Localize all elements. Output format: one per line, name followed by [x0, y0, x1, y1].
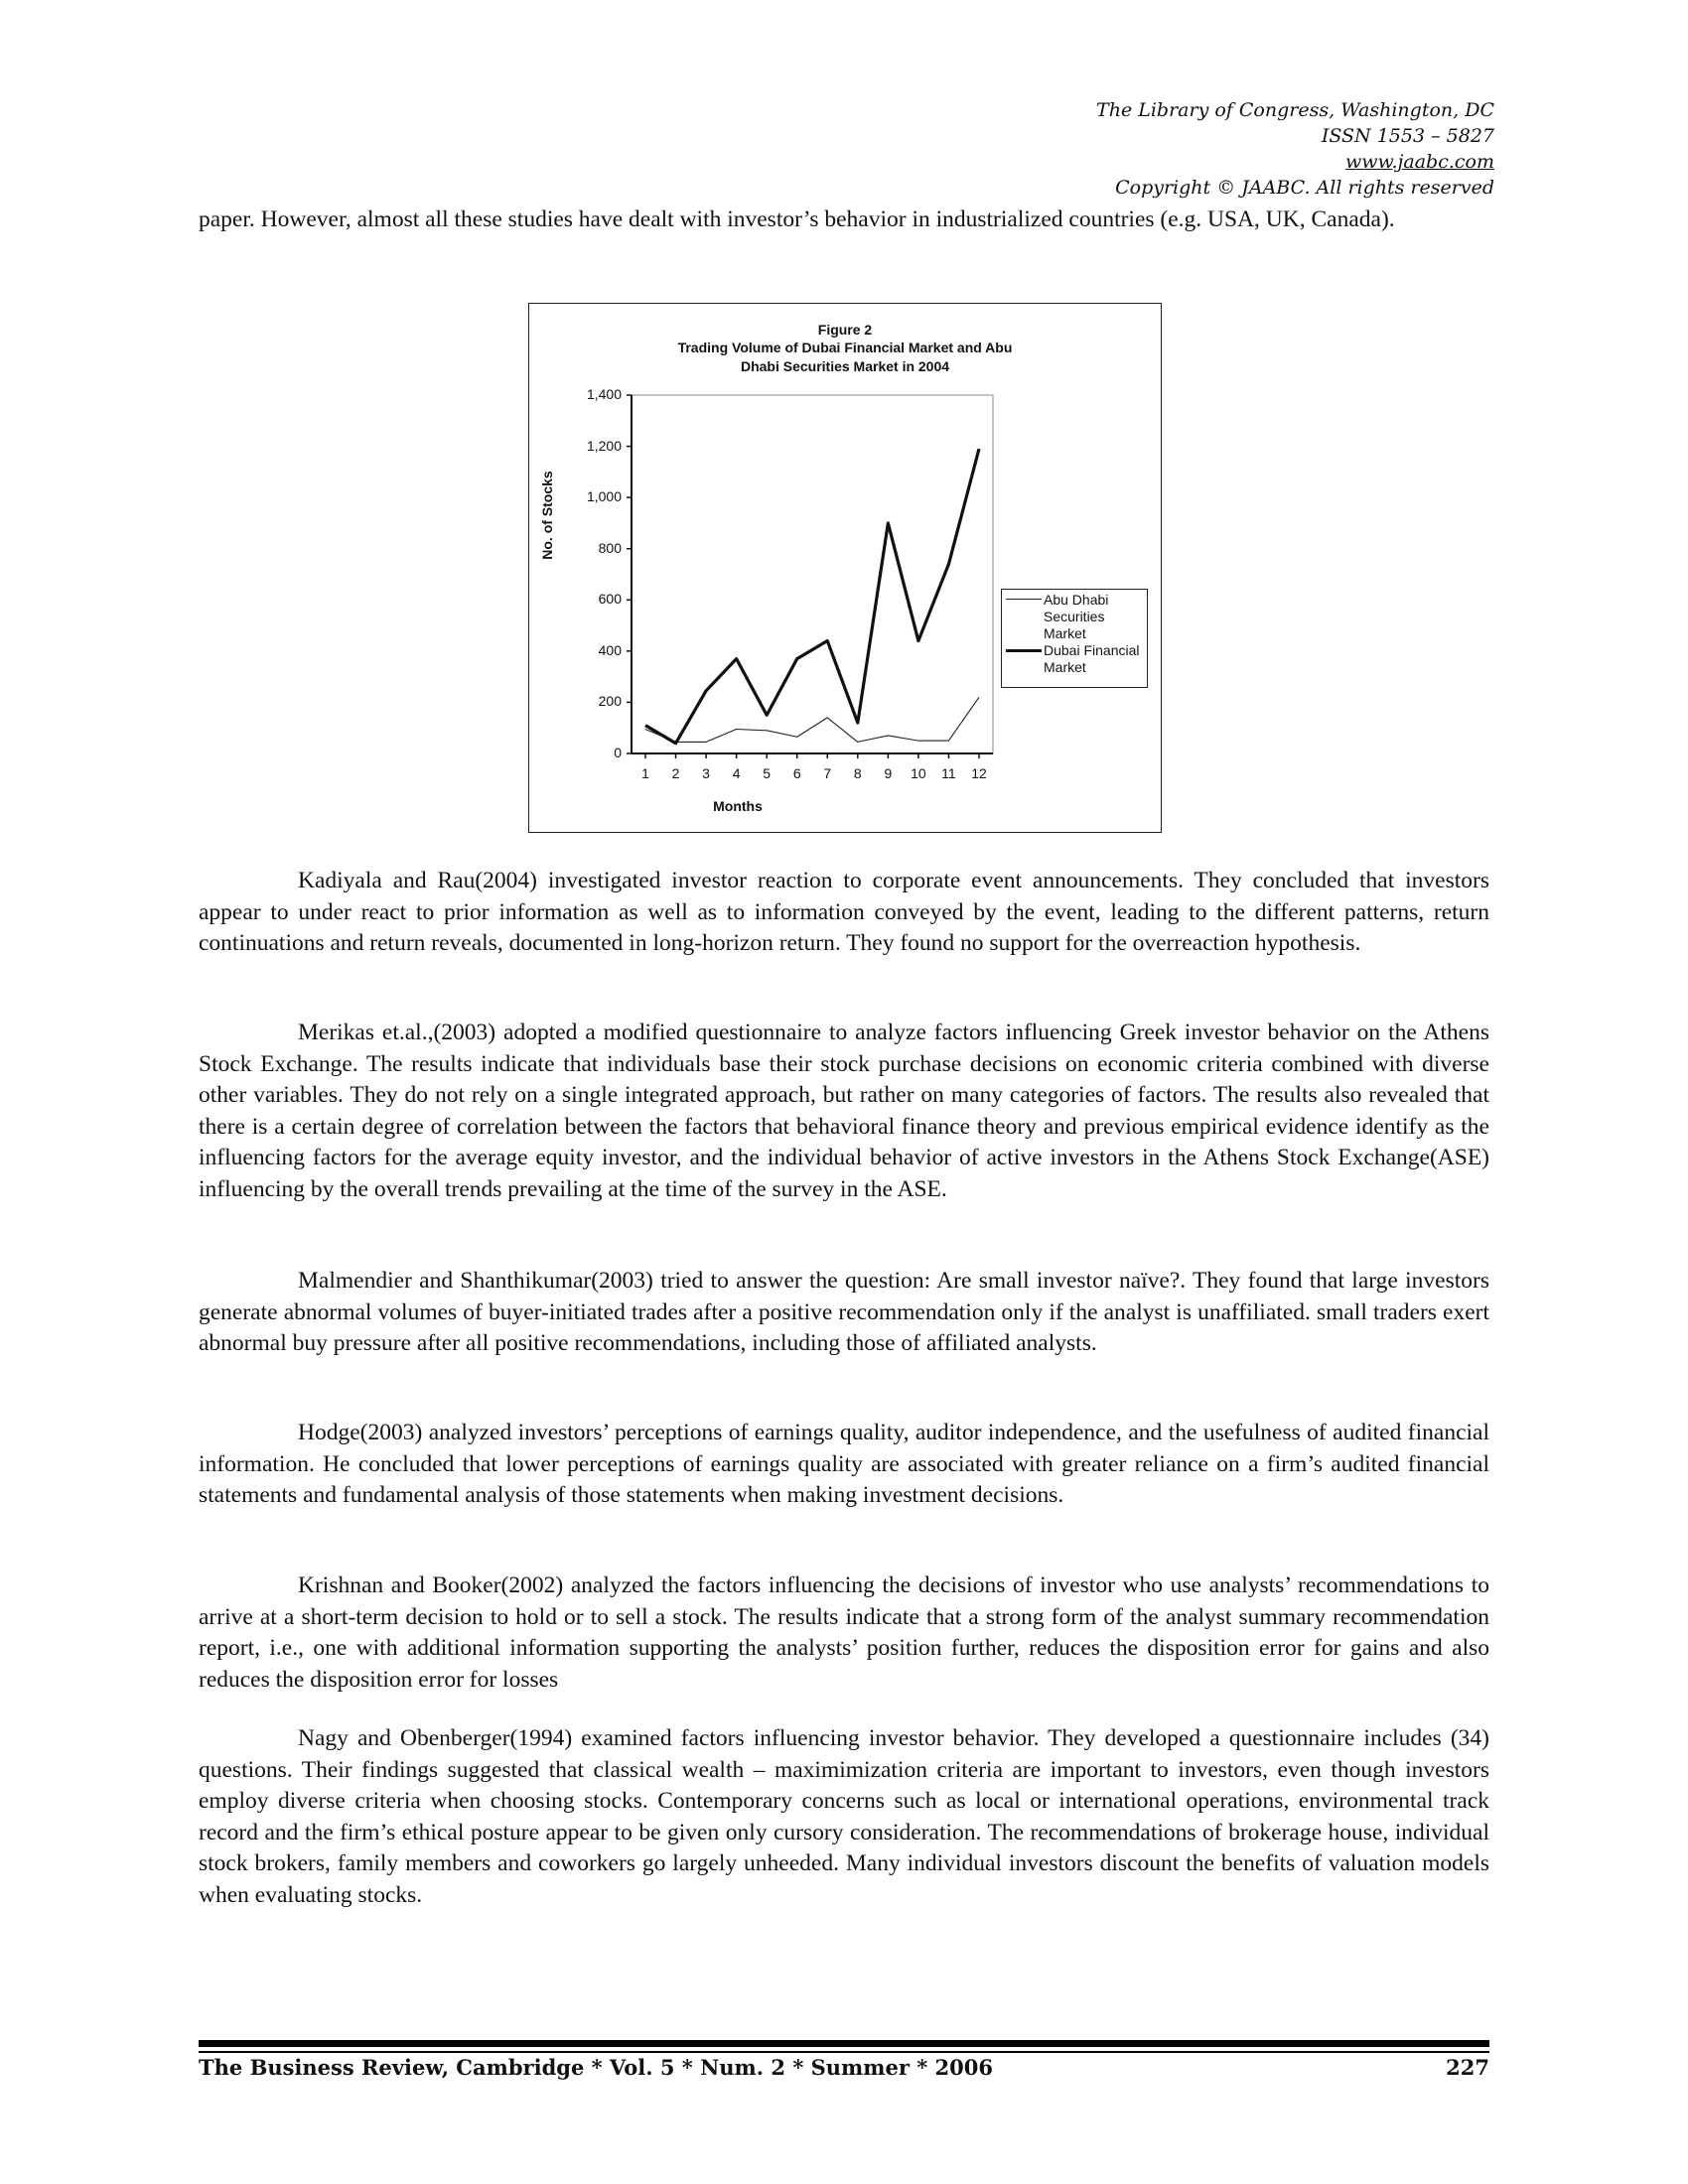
legend-item-abu-dhabi [1006, 592, 1145, 642]
page-footer [199, 2055, 1489, 2080]
header-issn: ISSN 1553 – 5827 [1321, 125, 1494, 147]
x-tick-label: 12 [971, 765, 987, 781]
x-tick-label: 9 [884, 765, 893, 781]
paragraph-kadiyala: Kadiyala and Rau(2004) investigated investor reaction to corporate event announcements. They concluded that investors appear to under react to prior information as well as to information conveyed by the event, leading to the different patterns, return continuations and return reveals, documented in long-horizon return. They found no support for the overreaction hypothesis. [199, 868, 1489, 956]
x-tick-label: 7 [823, 765, 832, 781]
page-number: 227 [1446, 2055, 1489, 2080]
legend-label-abu-dhabi: Abu Dhabi Securities Market [1044, 592, 1109, 641]
paragraph-krishnan: Krishnan and Booker(2002) analyzed the factors influencing the decisions of investor who use analysts’ recommendations to arrive at a short-term decision to hold or to sell a stock. The results indicate that a strong form of the analyst summary recommendation report, i.e., one with additional information supporting the analysts’ position further, reduces the disposition error for gains and also reduces the disposition error for losses [199, 1572, 1489, 1693]
paragraph-merikas: Merikas et.al.,(2003) adopted a modified questionnaire to analyze factors influencing Greek investor behavior on the Athens Stock Exchange. The results indicate that individuals base their stock purchase decisions on economic criteria combined with diverse other variables. They do not rely on a single integrated approach, but rather on many categories of factors. The results also revealed that there is a certain degree of correlation between the factors that behavioral finance theory and previous empirical evidence identify as the influencing factors for the average equity investor, and the individual behavior of active investors in the Athens Stock Exchange(ASE) influencing by the overall trends prevailing at the time of the survey in the ASE. [199, 1020, 1489, 1202]
figure-2-chart [528, 303, 1162, 833]
series-line-dubai [645, 449, 979, 744]
y-tick-label: 0 [614, 745, 622, 760]
y-tick-label: 800 [598, 539, 622, 556]
x-tick-label: 4 [732, 765, 741, 781]
y-tick-label: 1,200 [586, 437, 622, 454]
chart-title-line-2: Dhabi Securities Market in 2004 [740, 358, 950, 374]
chart-legend [1001, 589, 1148, 688]
x-tick-label: 10 [911, 765, 926, 781]
paragraph-nagy: Nagy and Obenberger(1994) examined factors influencing investor behavior. They developed a questionnaire includes (34) questions. Their findings suggested that classical wealth – maximimization criteria are important to investors, even though investors employ diverse criteria when choosing stocks. Contemporary concerns such as local or international operations, environmental track record and the firm’s ethical posture appear to be given only cursory consideration. The recommendations of brokerage house, individual stock brokers, family members and coworkers go largely unheeded. Many individual investors discount the benefits of valuation models when evaluating stocks. [199, 1725, 1489, 1908]
header-copyright: Copyright © JAABC. All rights reserved [1115, 177, 1494, 199]
header-website-link[interactable]: www.jaabc.com [1344, 151, 1494, 173]
x-axis-label: Months [713, 798, 763, 814]
series-line-abu-dhabi [645, 697, 979, 742]
footer-rule-thick [199, 2040, 1489, 2047]
chart-figure-label: Figure 2 [817, 322, 873, 338]
x-tick-label: 8 [853, 765, 862, 781]
x-tick-label: 5 [763, 765, 772, 781]
plot-frame [632, 395, 993, 753]
legend-item-dubai [1006, 642, 1145, 676]
y-tick-label: 600 [598, 591, 622, 608]
paragraph-malmendier: Malmendier and Shanthikumar(2003) tried to answer the question: Are small investor naïve?. They found that large investors generate abnormal volumes of buyer-initiated trades after a positive recommendation only if the analyst is unaffiliated. small traders exert abnormal buy pressure after all positive recommendations, including those of affiliated analysts. [199, 1268, 1489, 1356]
chart-title-line-1: Trading Volume of Dubai Financial Market and Abu [677, 340, 1013, 355]
x-tick-label: 11 [941, 765, 956, 781]
intro-paragraph: paper. However, almost all these studies have dealt with investor’s behavior in industrialized countries (e.g. USA, UK, Canada). [199, 206, 1395, 232]
footer-journal: The Business Review, Cambridge * Vol. 5 * Num. 2 * Summer * 2006 [199, 2055, 993, 2080]
legend-swatch-thin [1006, 592, 1044, 606]
header-library: The Library of Congress, Washington, DC [1096, 99, 1494, 121]
y-axis-label: No. of Stocks [539, 471, 555, 560]
journal-header [899, 97, 1494, 201]
y-tick-label: 200 [598, 693, 622, 710]
x-tick-label: 6 [792, 765, 801, 781]
x-tick-label: 2 [671, 765, 680, 781]
legend-label-dubai: Dubai Financial Market [1044, 642, 1140, 675]
y-tick-label: 1,400 [586, 386, 622, 402]
paragraph-hodge: Hodge(2003) analyzed investors’ perceptions of earnings quality, auditor independence, and the usefulness of audited financial information. He concluded that lower perceptions of earnings quality are associated with greater reliance on a firm’s audited financial statements and fundamental analysis of those statements when making investment decisions. [199, 1420, 1489, 1508]
x-tick-label: 1 [641, 765, 649, 781]
legend-swatch-thick [1006, 642, 1044, 656]
chart-plot-area [529, 304, 1161, 832]
y-tick-label: 1,000 [586, 488, 622, 505]
footer-rule-thin [199, 2051, 1489, 2053]
x-tick-label: 3 [702, 765, 710, 781]
y-tick-label: 400 [598, 641, 622, 658]
